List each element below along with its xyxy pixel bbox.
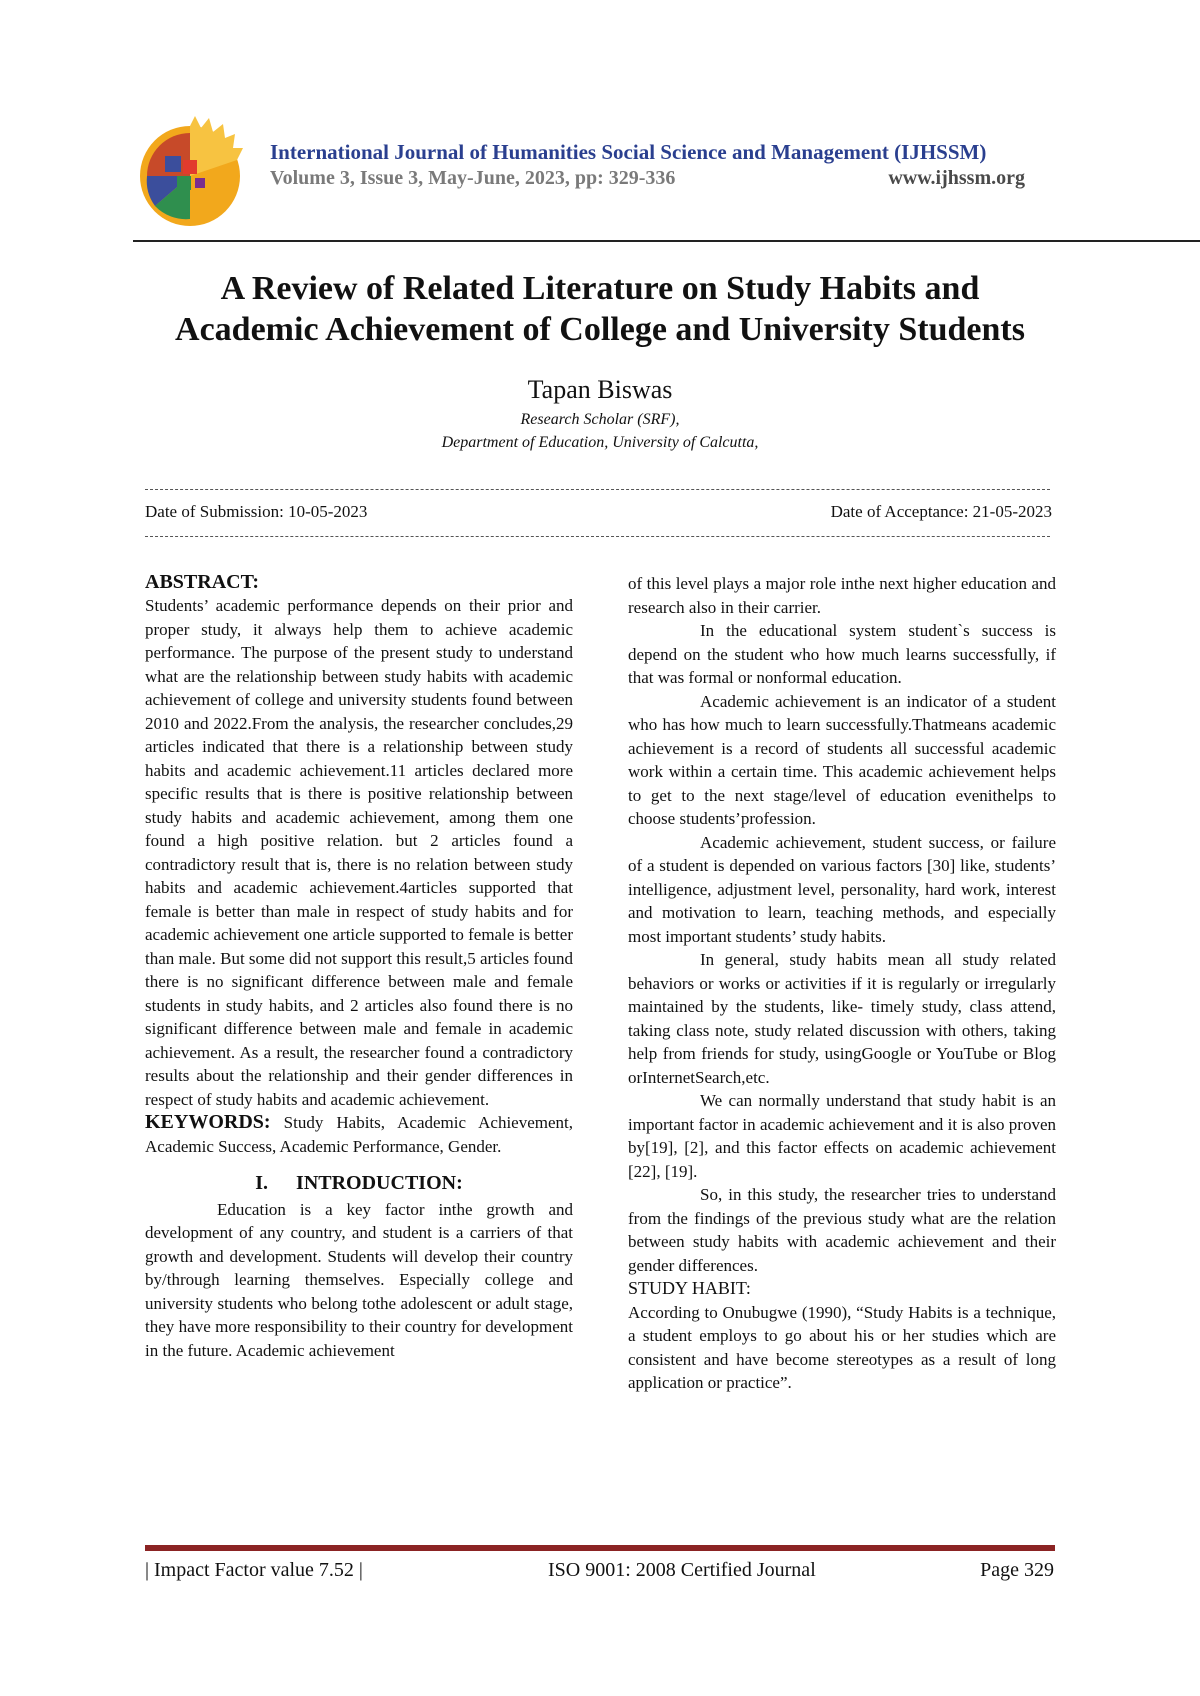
journal-name: International Journal of Humanities Social Science and Management (IJHSSM) xyxy=(270,140,987,164)
keywords-text: Study Habits, Academic Achievement, Academic Success, Academic Performance, Gender. xyxy=(145,1113,574,1156)
paragraph-6: So, in this study, the researcher tries to understand from the findings of the previous study what are the relation between study habits with academic achievement and their gender differences. xyxy=(628,1185,1056,1275)
journal-logo xyxy=(135,114,245,232)
acceptance-date: Date of Acceptance: 21-05-2023 xyxy=(830,502,1052,521)
author-affiliation-role: Research Scholar (SRF), xyxy=(520,411,680,428)
section-number: I. xyxy=(255,1172,269,1194)
left-column xyxy=(145,570,573,1362)
journal-website-link[interactable]: www.ijhssm.org xyxy=(888,167,1025,189)
study-habit-heading: STUDY HABIT: xyxy=(628,1278,751,1298)
paragraph-2: Academic achievement is an indicator of a student who has how much to learn successfully.Thatmeans academic achievement is a record of students all successful academic work within a certain time. This academic achievement helps to get to the next stage/level of education evenithelps to choose students’profession. xyxy=(628,691,1056,828)
logo-square-green xyxy=(177,176,191,190)
page-number: Page 329 xyxy=(980,1559,1054,1581)
dashed-divider-bottom xyxy=(145,536,1050,537)
article-title xyxy=(100,268,1100,350)
intro-paragraph: Education is a key factor inthe growth and development of any country, and student is a carriers of that growth and development. Students will develop their country by/through learning themselves. Especially college and university students who belong tothe adolescent or adult stage, they have more responsibility to their country for development in the future. Academic achievement xyxy=(145,1199,573,1360)
right-column xyxy=(628,572,1056,1395)
author-name: Tapan Biswas xyxy=(527,375,673,404)
footer-divider xyxy=(145,1545,1055,1551)
introduction-heading xyxy=(145,1172,573,1196)
dashed-divider-top xyxy=(145,489,1050,490)
journal-issue-info: Volume 3, Issue 3, May-June, 2023, pp: 329-336 xyxy=(270,167,676,189)
logo-square-red xyxy=(183,160,197,174)
paragraph-4: In general, study habits mean all study related behaviors or works or activities if it is regularly or irregularly maintained by the students, like- timely study, class attend, taking class note, study related discussion with others, taking help from friends for study, usingGoogle or YouTube or Blog orInternetSearch,etc. xyxy=(628,950,1056,1087)
abstract-text: Students’ academic performance depends on their prior and proper study, it always help them to achieve academic performance. The purpose of the present study to understand what are the relationship between study habits with academic achievement of college and university students found between 2010 and 2022.From the analysis, the researcher concludes,29 articles indicated that there is a relationship between study habits and academic achievement.11 articles declared more specific results that is there is positive relationship between study habits and academic achievement, among them one found a high positive relation. but 2 articles found a contradictory result that is, there is no relation between study habits and academic achievement.4articles supported that female is better than male in respect of study habits and for academic achievement one article supported to female is better than male. But some did not support this result,5 articles found there is no significant difference between male and female students in study habits, and 2 articles also found there is no significant difference between male and female in academic achievement. As a result, the researcher found a contradictory results about the relationship and their gender differences in respect of study habits and academic achievement. xyxy=(145,596,573,1109)
logo-square-blue xyxy=(165,156,181,172)
paragraph-5: We can normally understand that study habit is an important factor in academic achievement and it is also proven by[19], [2], and this factor effects on academic achievement [22], [19]. xyxy=(628,1091,1056,1181)
impact-factor: | Impact Factor value 7.52 | xyxy=(145,1559,363,1581)
paragraph-1: In the educational system student`s success is depend on the student who how much learns successfully, if that was formal or nonformal education. xyxy=(628,621,1056,687)
section-title: INTRODUCTION: xyxy=(296,1172,463,1194)
header-divider xyxy=(133,240,1200,242)
keywords xyxy=(145,1111,573,1158)
intro-continuation: of this level plays a major role inthe next higher education and research also in their carrier. xyxy=(628,574,1056,617)
paragraph-3: Academic achievement, student success, or failure of a student is depended on various factors [30] like, students’ intelligence, adjustment level, personality, hard work, interest and motivation to learn, teaching methods, and especially most important students’ study habits. xyxy=(628,832,1056,946)
study-habit-text: According to Onubugwe (1990), “Study Habits is a technique, a student employs to go about his or her studies which are consistent and have become stereotypes as a result of long application or practice”. xyxy=(628,1302,1056,1392)
certification-note: ISO 9001: 2008 Certified Journal xyxy=(548,1559,816,1581)
logo-square-purple xyxy=(195,178,205,188)
keywords-label: KEYWORDS: xyxy=(145,1111,271,1133)
title-line-2: Academic Achievement of College and University Students xyxy=(175,311,1025,348)
abstract-heading: ABSTRACT: xyxy=(145,571,260,593)
author-affiliation-department: Department of Education, University of Calcutta, xyxy=(441,434,759,451)
submission-date: Date of Submission: 10-05-2023 xyxy=(145,502,368,521)
title-line-1: A Review of Related Literature on Study Habits and xyxy=(220,270,980,307)
